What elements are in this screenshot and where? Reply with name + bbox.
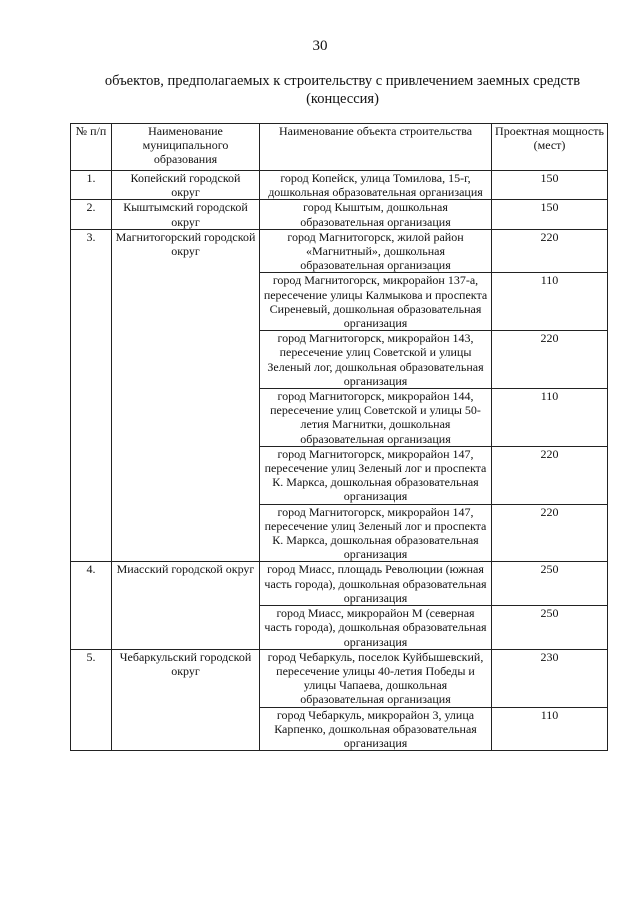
capacity-value: 220: [492, 504, 608, 562]
header-capacity: Проектная мощность (мест): [492, 124, 608, 171]
table-heading: [70, 72, 615, 108]
object-name: город Кыштым, дошкольная образовательная организация: [260, 200, 492, 229]
table-row: [71, 562, 608, 606]
capacity-value: 250: [492, 562, 608, 606]
page-number: 30: [312, 38, 328, 54]
concession-objects-table: [70, 123, 608, 751]
capacity-value: 250: [492, 606, 608, 650]
row-number: 4.: [71, 562, 112, 649]
municipality-name: Магнитогорский городской округ: [112, 229, 260, 562]
header-num: № п/п: [71, 124, 112, 171]
object-name: город Чебаркуль, поселок Куйбышевский, пересечение улицы 40-летия Победы и улицы Чапаева, дошкольная образовательная организация: [260, 649, 492, 707]
row-number: 3.: [71, 229, 112, 562]
capacity-value: 150: [492, 171, 608, 200]
heading-line-2: (концессия): [306, 91, 379, 107]
object-name: город Магнитогорск, микрорайон 147, пересечение улиц Зеленый лог и проспекта К. Маркса, дошкольная образовательная организация: [260, 504, 492, 562]
table-row: [71, 200, 608, 229]
header-municipality: Наименование муниципального образования: [112, 124, 260, 171]
capacity-value: 110: [492, 707, 608, 751]
object-name: город Магнитогорск, микрорайон 137-а, пересечение улицы Калмыкова и проспекта Сиреневый, дошкольная образовательная организация: [260, 273, 492, 331]
object-name: город Копейск, улица Томилова, 15-г, дошкольная образовательная организация: [260, 171, 492, 200]
table-row: [71, 649, 608, 707]
object-name: город Чебаркуль, микрорайон 3, улица Карпенко, дошкольная образовательная организация: [260, 707, 492, 751]
table-header-row: [71, 124, 608, 171]
object-name: город Магнитогорск, микрорайон 143, пересечение улиц Советской и улицы Зеленый лог, дошкольная образовательная организация: [260, 331, 492, 389]
object-name: город Миасс, микрорайон М (северная часть города), дошкольная образовательная организация: [260, 606, 492, 650]
object-name: город Магнитогорск, жилой район «Магнитный», дошкольная образовательная организация: [260, 229, 492, 273]
municipality-name: Копейский городской округ: [112, 171, 260, 200]
capacity-value: 110: [492, 273, 608, 331]
table-row: [71, 171, 608, 200]
heading-line-1: объектов, предполагаемых к строительству с привлечением заемных средств: [104, 73, 581, 89]
capacity-value: 110: [492, 389, 608, 447]
capacity-value: 220: [492, 229, 608, 273]
header-object: Наименование объекта строительства: [260, 124, 492, 171]
object-name: город Магнитогорск, микрорайон 147, пересечение улиц Зеленый лог и проспекта К. Маркса, дошкольная образовательная организация: [260, 446, 492, 504]
table-body: [71, 171, 608, 751]
municipality-name: Чебаркульский городской округ: [112, 649, 260, 750]
table-row: [71, 229, 608, 273]
capacity-value: 150: [492, 200, 608, 229]
object-name: город Магнитогорск, микрорайон 144, пересечение улиц Советской и улицы 50-летия Магнитки, дошкольная образовательная организация: [260, 389, 492, 447]
capacity-value: 230: [492, 649, 608, 707]
capacity-value: 220: [492, 446, 608, 504]
row-number: 5.: [71, 649, 112, 750]
row-number: 2.: [71, 200, 112, 229]
municipality-name: Кыштымский городской округ: [112, 200, 260, 229]
capacity-value: 220: [492, 331, 608, 389]
municipality-name: Миасский городской округ: [112, 562, 260, 649]
object-name: город Миасс, площадь Революции (южная часть города), дошкольная образовательная организация: [260, 562, 492, 606]
row-number: 1.: [71, 171, 112, 200]
